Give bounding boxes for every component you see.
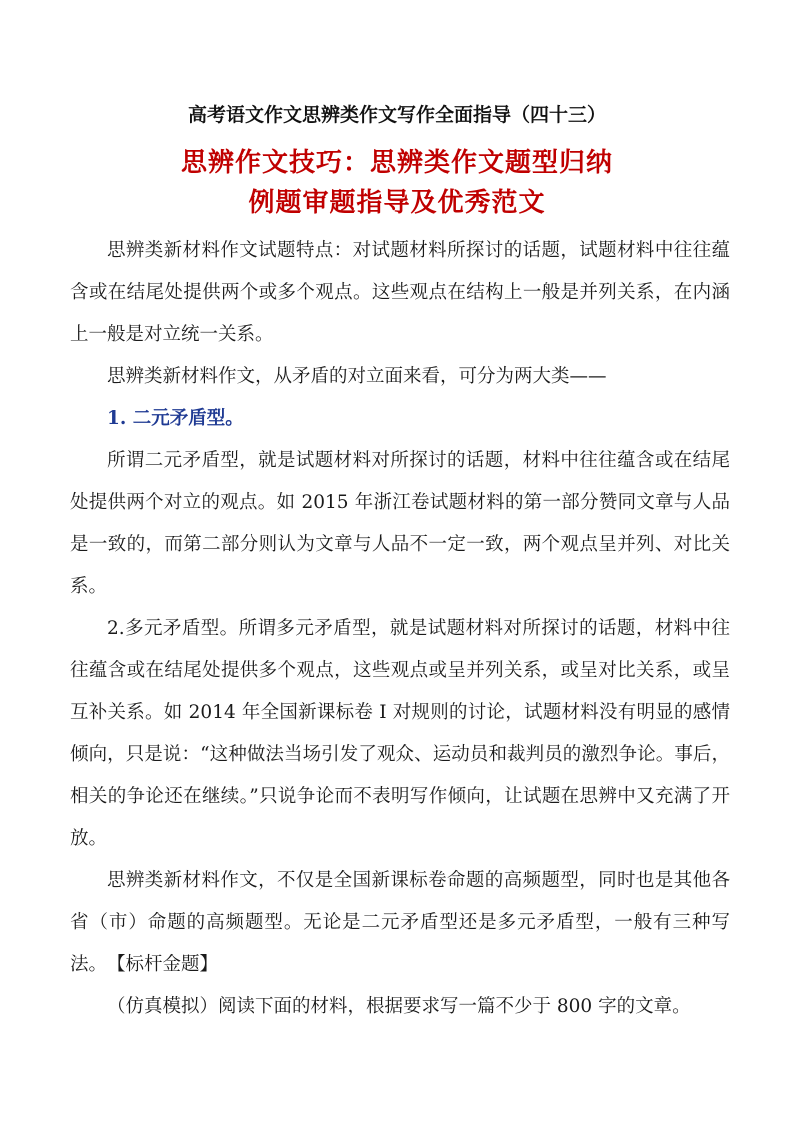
paragraph-frequency: 思辨类新材料作文，不仅是全国新课标卷命题的高频题型，同时也是其他各省（市）命题的高频题型。无论是二元矛盾型还是多元矛盾型，一般有三种写法。 [70,870,730,975]
subtitle-line-2: 例题审题指导及优秀范文 [248,188,546,218]
subtitle-line-1: 思辨作文技巧：思辨类作文题型归纳 [180,148,613,178]
paragraph-multiple: 2.多元矛盾型。所谓多元矛盾型，就是试题材料对所探讨的话题，材料中往往蕴含或在结尾处提供多个观点，这些观点或呈并列关系，或呈对比关系，或呈互补关系。如 2014 年全国新课标卷 I 对规则的讨论，试题材料没有明显的感情倾向，只是说：“这种做法当场引发了观众、运动员和裁判员的激烈争论。事后，相关的争论还在继续。”只说争论而不表明写作倾向，让试题在思辨中又充满了开放。 [70,618,730,849]
paragraph-binary: 所谓二元矛盾型，就是试题材料对所探讨的话题，材料中往往蕴含或在结尾处提供两个对立的观点。如 2015 年浙江卷试题材料的第一部分赞同文章与人品是一致的，而第二部分则认为文章与人品不一定一致，两个观点呈并列、对比关系。 [70,450,730,597]
paragraph-two-types: 思辨类新材料作文，从矛盾的对立面来看，可分为两大类—— [107,366,607,387]
page-title: 高考语文作文思辨类作文写作全面指导（四十三） [187,104,606,126]
paragraph-prompt: （仿真模拟）阅读下面的材料，根据要求写一篇不少于 800 字的文章。 [107,996,691,1017]
paragraph-intro: 思辨类新材料作文试题特点：对试题材料所探讨的话题，试题材料中往往蕴含或在结尾处提供两个或多个观点。这些观点在结构上一般是并列关系，在内涵上一般是对立统一关系。 [70,240,730,345]
section-label-benchmark: 【标杆金题】 [107,954,219,975]
section-heading-binary: 1. 二元矛盾型。 [107,408,244,429]
